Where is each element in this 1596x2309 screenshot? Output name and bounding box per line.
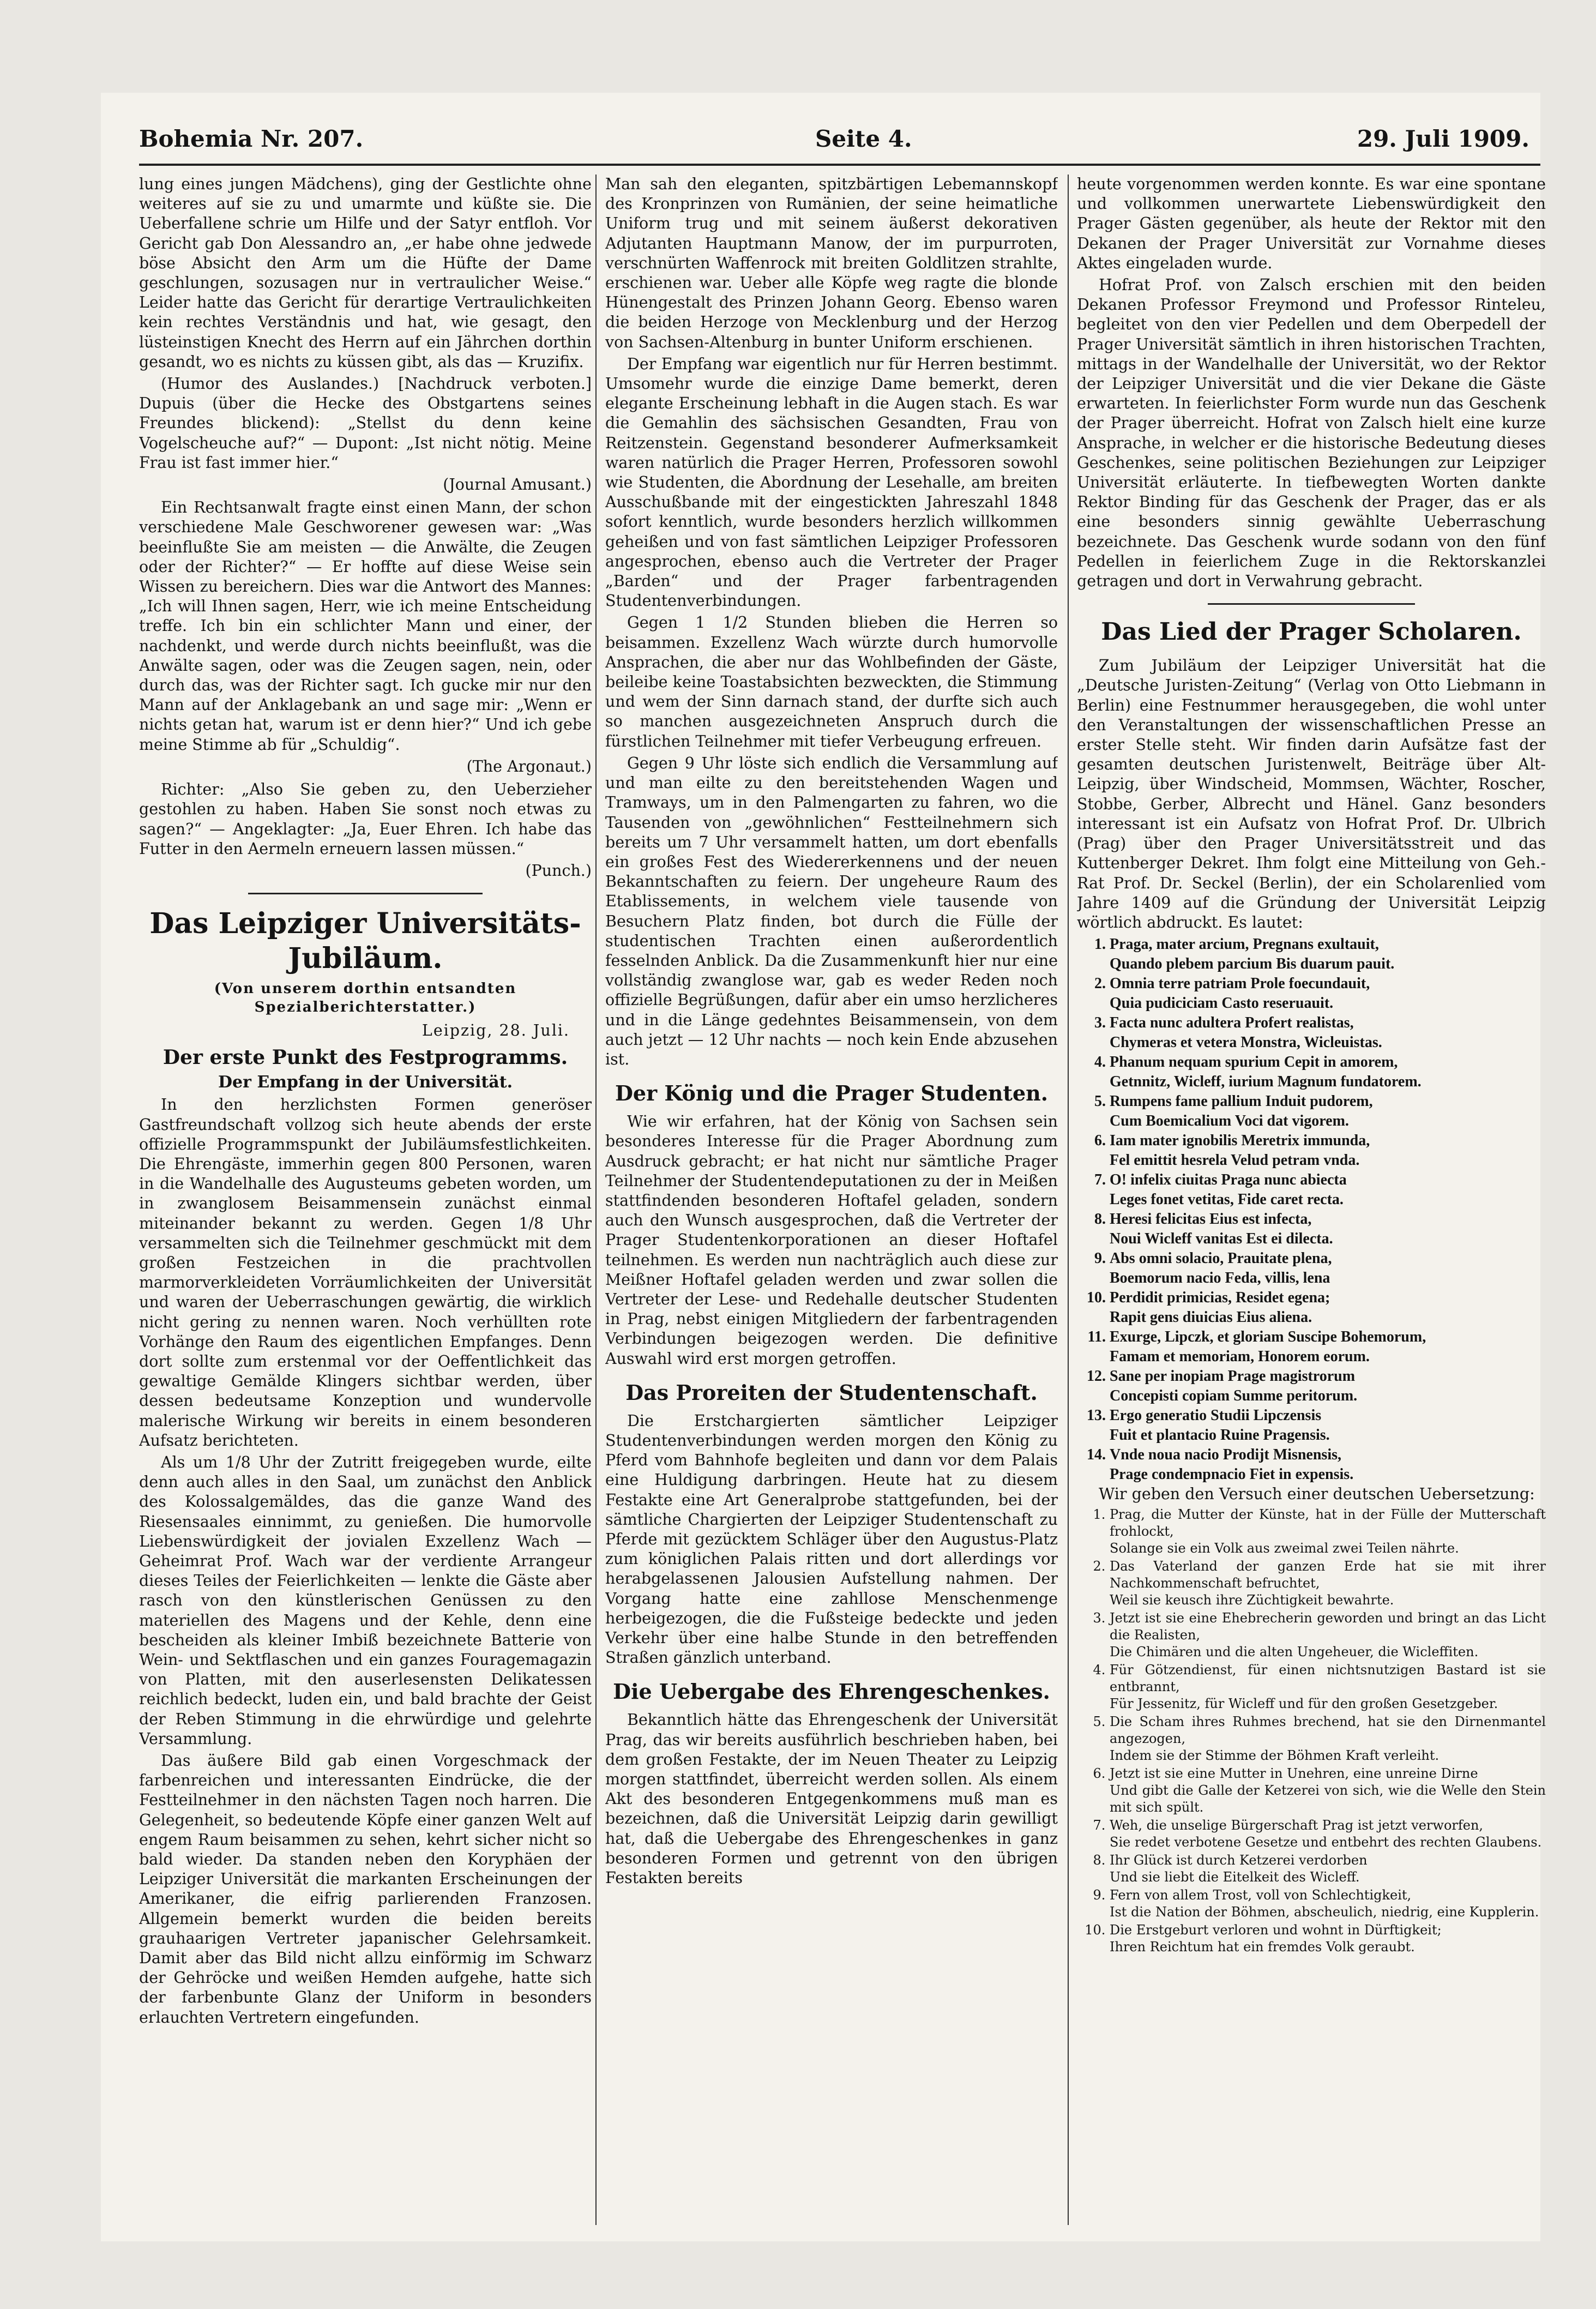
latin-verse: 12. Sane per inopiam Prage magistrorum Concepisti copiam Summe peritorum. bbox=[1110, 1367, 1546, 1406]
latin-verse: 2. Omnia terre patriam Prole foecundauit, Quia pudiciciam Casto reseruauit. bbox=[1110, 974, 1546, 1013]
latin-verse: 11. Exurge, Lipczk, et gloriam Suscipe Bohemorum, Famam et memoriam, Honorem eorum. bbox=[1110, 1327, 1546, 1367]
masthead-issue: Bohemia Nr. 207. bbox=[139, 125, 364, 152]
article-headline: Das Lied der Prager Scholaren. bbox=[1101, 618, 1522, 646]
paragraph: Die Erstchargierten sämtlicher Leipziger Studentenverbindungen werden morgen den König zu Pferd vom Bahnhofe begleiten und dann vor dem Palais eine Huldigung darbringen. Heute hat zu diesem Festakte eine Art Generalprobe stattgefunden, bei der sämtliche Chargierten der Leipziger Studentenschaft zu Pferde mit gezücktem Schläger über den Augustus-Platz zum königlichen Palais ritten und dort allerdings vor herabgelassenen Jalousien Aufstellung nahmen. Der Vorgang hatte eine zahllose Menschenmenge herbeigezogen, die die Fußsteige bedeckte und jeden Verkehr über eine halbe Stunde in den betreffenden Straßen gänzlich unterband. bbox=[605, 1411, 1058, 1667]
paragraph: Das äußere Bild gab einen Vorgeschmack der farbenreichen und interessanten Eindrücke, die der Festteilnehmer in den nächsten Tagen noch harren. Die Gelegenheit, so bedeutende Köpfe einer ganzen Welt auf engem Raum beisammen zu sehen, kehrt sicher nicht so bald wieder. Da standen neben den Koryphäen der Leipziger Universität die markanten Erscheinungen der Amerikaner, die eifrig parlierenden Franzosen. Allgemein bemerkt wurden die beiden bereits grauhaarigen Vertreter japanischer Gelehrsamkeit. Damit aber das Bild nicht allzu einförmig im Schwarz der Gehröcke und weißen Hemden aufgehe, hatte sich der farbenbunte Glanz der Uniform in besonders erlauchten Vertretern eingefunden. bbox=[139, 1752, 592, 2027]
translation-verse: 1. Prag, die Mutter der Künste, hat in der Fülle der Mutterschaft frohlockt, Solange sie ein Volk aus zweimal zwei Teilen nährte. bbox=[1110, 1506, 1546, 1557]
section-heading: Der erste Punkt des Festprogramms. bbox=[162, 1046, 568, 1069]
paragraph: Der Empfang war eigentlich nur für Herren bestimmt. Umsomehr wurde die einzige Dame bemerkt, deren elegante Erscheinung lebhaft in die Augen stach. Es war die Gemahlin des sächsischen Gesandten, Frau von Reitzenstein. Gegenstand besonderer Aufmerksamkeit waren natürlich die Prager Herren, Professoren sowohl wie Studenten, die Abordnung der Lesehalle, am breiten Ausschußbande mit der eingestickten Jahreszahl 1848 sofort kenntlich, wurde besonders herzlich willkommen geheißen und von fast sämtlichen Leipziger Professoren angesprochen, ebenso auch die Vertreter der Prager „Barden“ und der Prager farbentragenden Studentenverbindungen. bbox=[605, 354, 1058, 610]
paragraph: Man sah den eleganten, spitzbärtigen Lebemannskopf des Kronprinzen von Rumänien, der seine heimatliche Uniform trug und mit seinem äußerst dekorativen Adjutanten Hauptmann Manow, der im purpurroten, verschnürten Waffenrock mit breiten Goldlitzen strahlte, erschienen war. Ueber alle Köpfe weg ragte die blonde Hünengestalt des Prinzen Johann Georg. Ebenso waren die beiden Herzoge von Mecklenburg und der Herzog von Sachsen-Altenburg in bunter Uniform erschienen. bbox=[605, 175, 1058, 351]
translation-verse: 2. Das Vaterland der ganzen Erde hat sie mit ihrer Nachkommenschaft befruchtet, Weil sie keusch ihre Züchtigkeit bewahrte. bbox=[1110, 1558, 1546, 1609]
paragraph: Ein Rechtsanwalt fragte einst einen Mann, der schon verschiedene Male Geschworener gewesen war: „Was beeinflußte Sie am meisten — die Anwälte, die Zeugen oder der Richter?“ — Er hoffte auf diese Weise sein Wissen zu bereichern. Dies war die Antwort des Mannes: „Ich will Ihnen sagen, Herr, wie ich meine Entscheidung treffe. Ich bin ein schlichter Mann und einer, der nachdenkt, und werde durch nichts beeinflußt, was die Anwälte sagen, oder was die Zeugen sagen, nein, oder durch das, was der Richter sagt. Ich gucke mir nur den Mann auf der Anklagebank an und sage mir: „Wenn er nichts getan hat, warum ist er denn hier?“ Und ich gebe meine Stimme ab für „Schuldig“. bbox=[139, 498, 592, 754]
paragraph: heute vorgenommen werden konnte. Es war eine spontane und vollkommen unerwartete Liebenswürdigkeit den Prager Gästen gegenüber, als heute der Rektor mit den Dekanen der Prager Universität zur Vornahme dieses Aktes eingeladen wurde. bbox=[1077, 175, 1546, 272]
latin-verse: 1. Praga, mater arcium, Pregnans exultauit, Quando plebem parcium Bis duarum pauit. bbox=[1110, 935, 1546, 974]
section-divider bbox=[248, 893, 483, 894]
issue-date: 29. Juli 1909. bbox=[1357, 125, 1529, 152]
latin-verse: 4. Phanum nequam spurium Cepit in amorem, Getnnitz, Wicleff, iurium Magnum fundatorem. bbox=[1110, 1053, 1546, 1092]
column-3 bbox=[1077, 175, 1546, 2230]
source-credit: (The Argonaut.) bbox=[466, 757, 592, 775]
column-rule bbox=[1068, 175, 1069, 2225]
paragraph: Bekanntlich hätte das Ehrengeschenk der Universität Prag, das wir bereits ausführlich beschrieben haben, bei dem großen Festakte, der im Neuen Theater zu Leipzig morgen stattfindet, überreicht werden sollen. Als einem Akt des besonderen Entgegenkommens muß man es bezeichnen, daß die Universität Leipzig darin gewilligt hat, daß die Uebergabe des Ehrengeschenkes in ganz besonderen Formen und getrennt von den übrigen Festakten bereits bbox=[605, 1711, 1058, 1887]
dateline: Leipzig, 28. Juli. bbox=[421, 1021, 570, 1040]
paragraph: Richter: „Also Sie geben zu, den Ueberzieher gestohlen zu haben. Haben Sie sonst noch etwas zu sagen?“ — Angeklagter: „Ja, Euer Ehren. Ich habe das Futter in den Aermeln erneuern lassen müssen.“ bbox=[139, 780, 592, 858]
page-number: Seite 4. bbox=[815, 125, 912, 152]
paragraph: Hofrat Prof. von Zalsch erschien mit den beiden Dekanen Professor Freymond und Professor Rinteleu, begleitet von den vier Pedellen und dem Oberpedell der Prager Universität sämtlich in ihren historischen Trachten, mittags in der Wandelhalle der Universität, wo der Rektor der Leipziger Universität und die vier Dekane die Gäste erwarteten. In feierlichster Form wurde nun das Geschenk der Prager überreicht. Hofrat von Zalsch hielt eine kurze Ansprache, in welcher er die historische Bedeutung dieses Geschenkes, seine politischen Beziehungen zur Leipziger Universität erläuterte. In tiefbewegten Worten dankte Rektor Binding für das Geschenk der Prager, das er als eine besonders sinnig gewählte Ueberraschung bezeichnete. Das Geschenk wurde sodann von den fünf Pedellen in feierlichem Zuge in die Rektorskanzlei getragen und dort in Verwahrung gebracht. bbox=[1077, 276, 1546, 591]
latin-verse-list bbox=[1077, 935, 1546, 1484]
paragraph: Als um 1/8 Uhr der Zutritt freigegeben wurde, eilte denn auch alles in den Saal, um zunächst den Anblick des Kolossalgemäldes, das die ganze Wand des Riesensaales einnimmt, zu genießen. Die humorvolle Liebenswürdigkeit der jovialen Exzellenz Wach — Geheimrat Prof. Wach war der verdiente Arrangeur dieses Teiles der Feierlichkeiten — lenkte die Gäste aber rasch von den künstlerischen Genüssen zu den materiellen des Magens und der Kehle, denn eine bescheiden als kleiner Imbiß bezeichnete Batterie von Wein- und Sektflaschen und ein ganzes Fouragemagazin von Platten, mit den auserlesensten Delikatessen reichlich bedeckt, luden ein, und bald brachte der Geist der Reben Stimmung in die ehrwürdige und gelehrte Versammlung. bbox=[139, 1453, 592, 1748]
latin-verse: 7. O! infelix ciuitas Praga nunc abiecta Leges fonet vetitas, Fide caret recta. bbox=[1110, 1170, 1546, 1210]
section-heading: Der König und die Prager Studenten. bbox=[615, 1081, 1049, 1106]
section-heading: Die Uebergabe des Ehrengeschenkes. bbox=[613, 1679, 1050, 1704]
translation-list bbox=[1077, 1506, 1546, 1956]
source-credit: (Punch.) bbox=[525, 861, 592, 880]
newspaper-page bbox=[101, 93, 1546, 2241]
article-headline: Das Leipziger Universitäts-Jubiläum. bbox=[149, 907, 581, 976]
article-subtitle: (Von unserem dorthin entsandten Spezialberichterstatter.) bbox=[214, 981, 517, 1016]
column-1 bbox=[139, 175, 592, 2230]
latin-verse: 8. Heresi felicitas Eius est infecta, Noui Wicleff vanitas Est ei dilecta. bbox=[1110, 1210, 1546, 1249]
translation-verse: 3. Jetzt ist sie eine Ehebrecherin geworden und bringt an das Licht die Realisten, Die Chimären und die alten Ungeheuer, die Wicleffiten. bbox=[1110, 1610, 1546, 1661]
latin-verse: 5. Rumpens fame pallium Induit pudorem, Cum Boemicalium Voci dat vigorem. bbox=[1110, 1092, 1546, 1131]
translation-verse: 6. Jetzt ist sie eine Mutter in Unehren, eine unreine Dirne Und gibt die Galle der Ketzerei von sich, wie die Welle den Stein mit sich spült. bbox=[1110, 1765, 1546, 1816]
paragraph: Wir geben den Versuch einer deutschen Uebersetzung: bbox=[1099, 1485, 1535, 1504]
latin-verse: 14. Vnde noua nacio Prodijt Misnensis, Prage condempnacio Fiet in expensis. bbox=[1110, 1445, 1546, 1484]
paragraph: Zum Jubiläum der Leipziger Universität hat die „Deutsche Juristen-Zeitung“ (Verlag von Otto Liebmann in Berlin) eine Festnummer herausgegeben, die wohl unter den Veranstaltungen der wissenschaftlichen Presse an erster Stelle steht. Wir finden darin Aufsätze fast der gesamten deutschen Juristenwelt, Beiträge über Alt-Leipzig, über Windscheid, Mommsen, Wächter, Roscher, Stobbe, Gerber, Albrecht und Hänel. Ganz besonders interessant ist ein Aufsatz von Hofrat Prof. Dr. Ulbrich (Prag) über den Prager Universitätsstreit und das Kuttenberger Dekret. Ihm folgt eine Mitteilung von Geh.-Rat Prof. Dr. Seckel (Berlin), der ein Scholarenlied vom Jahre 1409 auf die Gründung der Universität Leipzig wörtlich abdruckt. Es lautet: bbox=[1077, 657, 1546, 931]
column-rule bbox=[595, 175, 597, 2225]
section-heading: Das Proreiten der Studentenschaft. bbox=[625, 1380, 1038, 1405]
translation-verse: 5. Die Scham ihres Ruhmes brechend, hat sie den Dirnenmantel angezogen, Indem sie der Stimme der Böhmen Kraft verleiht. bbox=[1110, 1713, 1546, 1764]
latin-verse: 9. Abs omni solacio, Prauitate plena, Boemorum nacio Feda, villis, lena bbox=[1110, 1249, 1546, 1288]
source-credit: (Journal Amusant.) bbox=[443, 476, 592, 494]
paragraph: (Humor des Auslandes.) [Nachdruck verboten.] Dupuis (über die Hecke des Obstgartens seines Freundes blickend): „Stellst du denn keine Vogelscheuche auf?“ — Dupont: „Ist nicht nötig. Meine Frau ist fast immer hier.“ bbox=[139, 375, 592, 472]
paragraph: Wie wir erfahren, hat der König von Sachsen sein besonderes Interesse für die Prager Abordnung zum Ausdruck gebracht; er hat nicht nur sämtliche Prager Teilnehmer der Studentendeputationen zu der in Meißen stattfindenden besonderen Hoftafel geladen, sondern auch den Wunsch ausgesprochen, daß die Vertreter der Prager Studentenkorporationen an dieser Hoftafel teilnehmen. Es werden nun nachträglich auch diese zur Meißner Hoftafel geladen werden und zwar sollen die Vertreter der Lese- und Redehalle deutscher Studenten in Prag, nebst einigen Mitgliedern der farbentragenden Verbindungen beigezogen werden. Die definitive Auswahl wird erst morgen getroffen. bbox=[605, 1113, 1058, 1368]
translation-verse: 9. Fern von allem Trost, voll von Schlechtigkeit, Ist die Nation der Böhmen, abscheulich, niedrig, eine Kupplerin. bbox=[1110, 1887, 1546, 1921]
translation-verse: 7. Weh, die unselige Bürgerschaft Prag ist jetzt verworfen, Sie redet verbotene Gesetze und entbehrt des rechten Glaubens. bbox=[1110, 1817, 1546, 1851]
subsection-heading: Der Empfang in der Universität. bbox=[218, 1073, 513, 1092]
latin-verse: 10. Perdidit primicias, Residet egena; Rapit gens diuicias Eius aliena. bbox=[1110, 1288, 1546, 1327]
paragraph: Gegen 1 1/2 Stunden blieben die Herren so beisammen. Exzellenz Wach würzte durch humorvolle Ansprachen, die aber nur das Wohlbefinden der Gäste, beileibe keine Toastabsichten bezweckten, die Stimmung und wem der Sinn darnach stand, der durfte sich auch so manchen ausgezeichneten Anspruch durch die fürstlichen Teilnehmer mit tiefer Verbeugung erfreuen. bbox=[605, 614, 1058, 750]
translation-verse: 8. Ihr Glück ist durch Ketzerei verdorben Und sie liebt die Eitelkeit des Wicleff. bbox=[1110, 1852, 1546, 1886]
column-2 bbox=[605, 175, 1058, 2230]
translation-verse: 10. Die Erstgeburt verloren und wohnt in Dürftigkeit; Ihren Reichtum hat ein fremdes Volk geraubt. bbox=[1110, 1922, 1546, 1956]
paragraph: In den herzlichsten Formen generöser Gastfreundschaft vollzog sich heute abends der erste offizielle Programmspunkt der Jubiläumsfestlichkeiten. Die Ehrengäste, immerhin gegen 800 Personen, waren in die Wandelhalle des Augusteums gebeten worden, um in zwanglosem Beisammensein zunächst einmal miteinander bekannt zu werden. Gegen 1/8 Uhr versammelten sich die Teilnehmer geschmückt mit dem großen Festzeichen in die prachtvollen marmorverkleideten Vorräumlichkeiten der Universität und waren der Ueberraschungen gewärtig, die wirklich nicht gering zu nennen waren. Noch verhüllten rote Vorhänge den Raum des eigentlichen Empfanges. Denn dort sollte zum erstenmal vor der Oeffentlichkeit das gewaltige Gemälde Klingers sichtbar werden, über dessen bedeutsame Konzeption und wundervolle malerische Wirkung wir bereits in einem besonderen Aufsatz berichteten. bbox=[139, 1096, 592, 1450]
latin-verse: 6. Iam mater ignobilis Meretrix immunda, Fel emittit hesrela Velud petram vnda. bbox=[1110, 1131, 1546, 1170]
translation-verse: 4. Für Götzendienst, für einen nichtsnutzigen Bastard ist sie entbrannt, Für Jessenitz, für Wicleff und für den großen Gesetzgeber. bbox=[1110, 1662, 1546, 1712]
paragraph: Gegen 9 Uhr löste sich endlich die Versammlung auf und man eilte zu den bereitstehenden Wagen und Tramways, um in den Palmengarten zu fahren, wo die Tausenden von „gewöhnlichen“ Festteilnehmern sich bereits um 7 Uhr versammelt hatten, um dort ebenfalls ein großes Fest des Wiedererkennens und der neuen Bekanntschaften zu feiern. Der ungeheure Raum des Etablissements, in welchem viele tausende von Besuchern Platz finden, bot durch die Fülle der studentischen Trachten einen außerordentlich fesselnden Anblick. Da die Zusammenkunft hier nur eine vollständig zwanglose war, gab es weder Reden noch offizielle Begrüßungen, dafür aber ein umso herzlicheres und in die Länge gedehntes Beisammensein, von dem auch jetzt — 12 Uhr nachts — noch kein Ende abzusehen ist. bbox=[605, 754, 1058, 1068]
section-divider bbox=[1208, 603, 1415, 605]
page-header bbox=[139, 125, 1540, 169]
latin-verse: 3. Facta nunc adultera Profert realistas, Chymeras et vetera Monstra, Wicleuistas. bbox=[1110, 1013, 1546, 1053]
latin-verse: 13. Ergo generatio Studii Lipczensis Fuit et plantacio Ruine Pragensis. bbox=[1110, 1406, 1546, 1445]
header-rule bbox=[139, 164, 1540, 166]
paragraph: lung eines jungen Mädchens), ging der Gestlichte ohne weiteres auf sie zu und umarmte und küßte sie. Die Ueberfallene schrie um Hilfe und der Satyr entfloh. Vor Gericht gab Don Alessandro an, „er habe ohne jedwede böse Absicht den Arm um die Hüfte der Dame geschlungen, sozusagen nur in vertraulicher Weise.“ Leider hatte das Gericht für derartige Vertraulichkeiten kein rechtes Verständnis und hat, wie gesagt, den lüsteinstigen Knecht des Herrn auf ein Jährchen dorthin gesandt, wo es nichts zu küssen gibt, als das — Kruzifix. bbox=[139, 175, 592, 371]
